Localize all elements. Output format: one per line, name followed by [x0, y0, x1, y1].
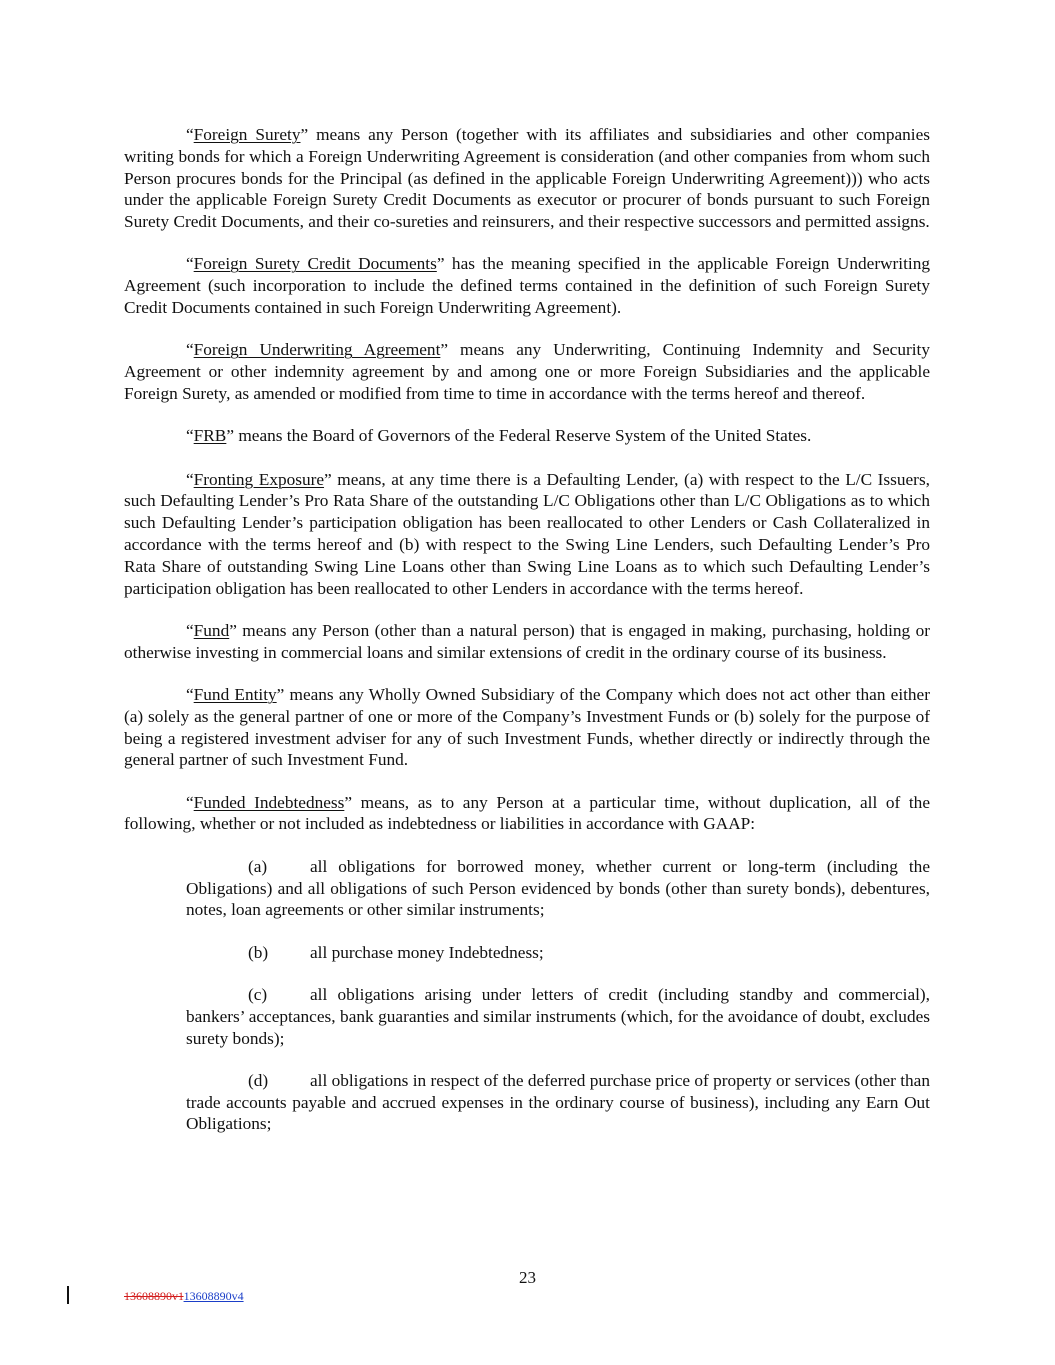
clause-text: all purchase money Indebtedness; [310, 942, 544, 962]
definition-foreign-underwriting-agreement: “Foreign Underwriting Agreement” means any Underwriting, Continuing Indemnity and Security Agreement or other indemnity agreement by and among one or more Foreign Subsidiaries and the applicable Foreign Surety, as amended or modified from time to time in accordance with the terms hereof and thereof. [124, 340, 930, 403]
definition-text: means any Wholly Owned Subsidiary of the Company which does not act other than either (a) solely as the general partner of one or more of the Company’s Investment Funds or (b) solely for the purpose of being a registered investment adviser for any of such Investment Funds, whether directly or indirectly through the general partner of such Investment Fund. [124, 684, 930, 770]
clause-b [186, 942, 930, 964]
change-bar [67, 1286, 69, 1304]
defined-term: Foreign Surety Credit Documents [193, 254, 437, 274]
defined-term: Foreign Underwriting Agreement [193, 340, 441, 360]
definition-frb: “FRB” means the Board of Governors of the Federal Reserve System of the United States. [186, 426, 812, 446]
clause-label: (d) [248, 1070, 269, 1090]
definition-funded-indebtedness: “Funded Indebtedness” means, as to any Person at a particular time, without duplication, all of the following, whether or not included as indebtedness or liabilities in accordance with GAAP: [124, 792, 930, 834]
definition-text: means any Person (other than a natural person) that is engaged in making, purchasing, holding or otherwise investing in commercial loans and similar extensions of credit in the ordinary course of its business. [124, 620, 930, 662]
definition-text: means the Board of Governors of the Federal Reserve System of the United States. [234, 426, 812, 446]
document-body [124, 124, 930, 1156]
definition-fund: “Fund” means any Person (other than a natural person) that is engaged in making, purchasing, holding or otherwise investing in commercial loans and similar extensions of credit in the ordinary course of its business. [124, 620, 930, 662]
definition-foreign-surety-credit-documents: “Foreign Surety Credit Documents” has the meaning specified in the applicable Foreign Underwriting Agreement (such incorporation to include the defined terms contained in the definition of such Foreign Surety Credit Documents contained in such Foreign Underwriting Agreement). [124, 254, 930, 318]
clause-text: all obligations arising under letters of credit (including standby and commercial), bankers’ acceptances, bank guaranties and similar instruments (which, for the avoidance of doubt, excludes surety bonds); [186, 984, 930, 1048]
clause-a [186, 856, 930, 921]
definition-foreign-surety: “Foreign Surety” means any Person (together with its affiliates and subsidiaries and other companies writing bonds for which a Foreign Underwriting Agreement is consideration (and other companies from whom such Person procures bonds for the Principal (as defined in the applicable Foreign Underwriting Agreement))) who acts under the applicable Foreign Surety Credit Documents as executor or procurer of bonds pursuant to such Foreign Surety Credit Documents, and their co-sureties and reinsurers, and their respective successors and permitted assigns. [124, 125, 930, 232]
clause-label: (b) [248, 942, 269, 962]
document-id-inserted: 13608890v4 [183, 1289, 244, 1303]
clause-c [186, 984, 930, 1049]
document-id-deleted: 13608890v1 [124, 1289, 184, 1303]
defined-term: FRB [193, 426, 227, 446]
clause-label: (c) [248, 984, 268, 1004]
clause-label: (a) [248, 856, 268, 876]
defined-term: Foreign Surety [193, 125, 301, 144]
definition-text: means any Underwriting, Continuing Indemnity and Security Agreement or other indemnity agreement by and among one or more Foreign Subsidiaries and the applicable Foreign Surety, as amended or modified from time to time in accordance with the terms hereof and thereof. [124, 340, 930, 403]
clause-d [186, 1070, 930, 1135]
defined-term: Fund Entity [193, 684, 277, 704]
defined-term: Funded Indebtedness [193, 792, 345, 812]
definition-text: has the meaning specified in the applicable Foreign Underwriting Agreement (such incorporation to include the defined terms contained in the definition of such Foreign Surety Credit Documents contained in such Foreign Underwriting Agreement). [124, 254, 930, 318]
page-number: 23 [519, 1268, 536, 1287]
clause-text: all obligations for borrowed money, whether current or long-term (including the Obligations) and all obligations of such Person evidenced by bonds (other than surety bonds), debentures, notes, loan agreements or other similar instruments; [186, 856, 930, 920]
definition-text: means any Person (together with its affiliates and subsidiaries and other companies writing bonds for which a Foreign Underwriting Agreement is consideration (and other companies from whom such Person procures bonds for the Principal (as defined in the applicable Foreign Underwriting Agreement))) who acts under the applicable Foreign Surety Credit Documents as executor or procurer of bonds pursuant to such Foreign Surety Credit Documents, and their co-sureties and reinsurers, and their respective successors and permitted assigns. [124, 125, 930, 232]
document-id [124, 1289, 244, 1304]
definition-text: means, at any time there is a Defaulting Lender, (a) with respect to the L/C Issuers, such Defaulting Lender’s Pro Rata Share of the outstanding L/C Obligations other than L/C Obligations as to which such Defaulting Lender’s participation obligation has been reallocated to other Lenders or Cash Collateralized in accordance with the terms hereof and (b) with respect to the Swing Line Lenders, such Defaulting Lender’s Pro Rata Share of outstanding Swing Line Loans other than Swing Line Loans as to which such Defaulting Lender’s participation obligation has been reallocated to other Lenders in accordance with the terms hereof. [124, 469, 930, 598]
defined-term: Fund [193, 620, 230, 640]
defined-term: Fronting Exposure [193, 469, 325, 489]
clause-text: all obligations in respect of the deferred purchase price of property or services (other than trade accounts payable and accrued expenses in the ordinary course of business), including any Earn Out Obligations; [186, 1070, 930, 1134]
definition-fronting-exposure: “Fronting Exposure” means, at any time there is a Defaulting Lender, (a) with respect to the L/C Issuers, such Defaulting Lender’s Pro Rata Share of the outstanding L/C Obligations other than L/C Obligations as to which such Defaulting Lender’s participation obligation has been reallocated to other Lenders or Cash Collateralized in accordance with the terms hereof and (b) with respect to the Swing Line Lenders, such Defaulting Lender’s Pro Rata Share of outstanding Swing Line Loans other than Swing Line Loans as to which such Defaulting Lender’s participation obligation has been reallocated to other Lenders in accordance with the terms hereof. [124, 469, 930, 598]
definition-text: means, as to any Person at a particular time, without duplication, all of the following, whether or not included as indebtedness or liabilities in accordance with GAAP: [124, 792, 930, 834]
definition-fund-entity: “Fund Entity” means any Wholly Owned Subsidiary of the Company which does not act other than either (a) solely as the general partner of one or more of the Company’s Investment Funds or (b) solely for the purpose of being a registered investment adviser for any of such Investment Funds, whether directly or indirectly through the general partner of such Investment Fund. [124, 684, 930, 770]
